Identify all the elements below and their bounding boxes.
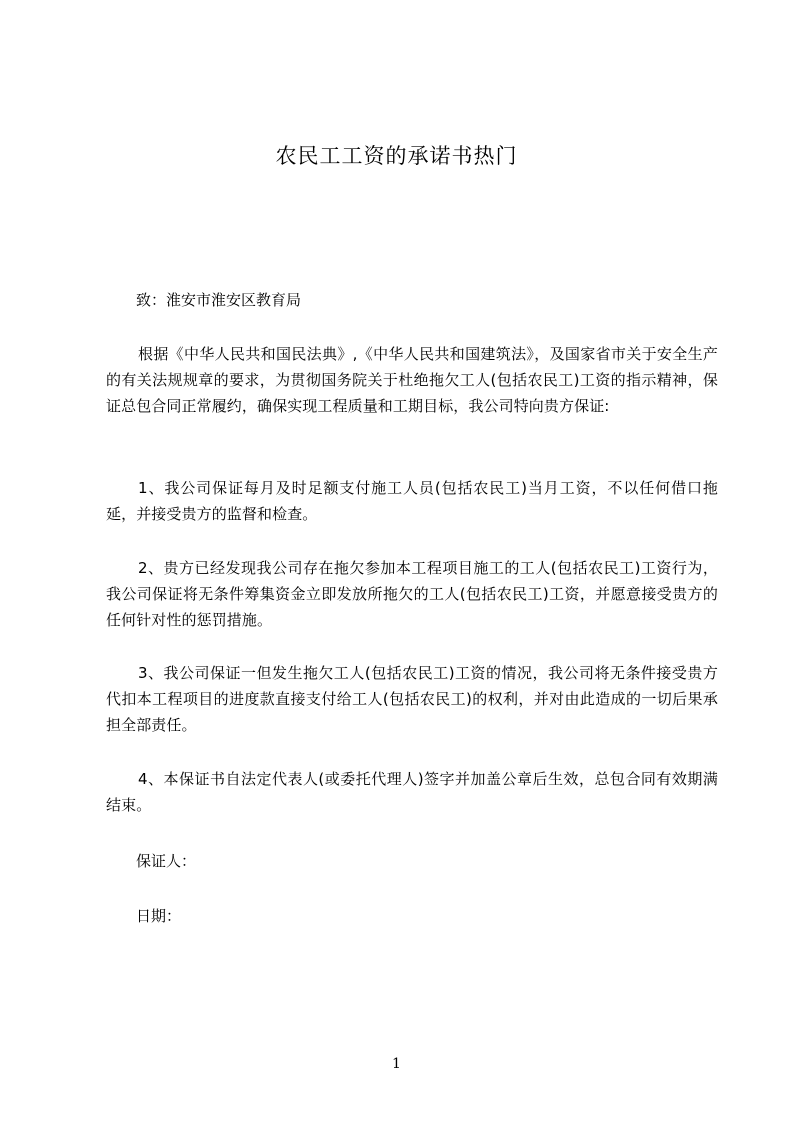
- clause-4-paragraph: 4、本保证书自法定代表人(或委托代理人)签字并加盖公章后生效，总包合同有效期满结束。: [106, 770, 718, 814]
- intro-paragraph: 根据《中华人民共和国民法典》,《中华人民共和国建筑法》，及国家省市关于安全生产的有关法规规章的要求，为贯彻国务院关于杜绝拖欠工人(包括农民工)工资的指示精神，保证总包合同正常履约，确保实现工程质量和工期目标，我公司特向贵方保证:: [106, 345, 718, 415]
- date-label: 日期：: [136, 907, 182, 925]
- clause-1-paragraph: 1、我公司保证每月及时足额支付施工人员(包括农民工)当月工资，不以任何借口拖延，并接受贵方的监督和检查。: [106, 479, 718, 523]
- clause-3-paragraph: 3、我公司保证一但发生拖欠工人(包括农民工)工资的情况，我公司将无条件接受贵方代扣本工程项目的进度款直接支付给工人(包括农民工)的权利，并对由此造成的一切后果承担全部责任。: [106, 664, 718, 734]
- guarantor-label: 保证人：: [136, 852, 197, 870]
- document-title: 农民工工资的承诺书热门: [275, 144, 518, 168]
- page-number: 1: [392, 1056, 401, 1072]
- addressee-line: 致：淮安市淮安区教育局: [136, 291, 302, 309]
- clause-2-paragraph: 2、贵方已经发现我公司存在拖欠参加本工程项目施工的工人(包括农民工)工资行为，我公司保证将无条件筹集资金立即发放所拖欠的工人(包括农民工)工资，并愿意接受贵方的任何针对性的惩罚措施。: [106, 559, 718, 629]
